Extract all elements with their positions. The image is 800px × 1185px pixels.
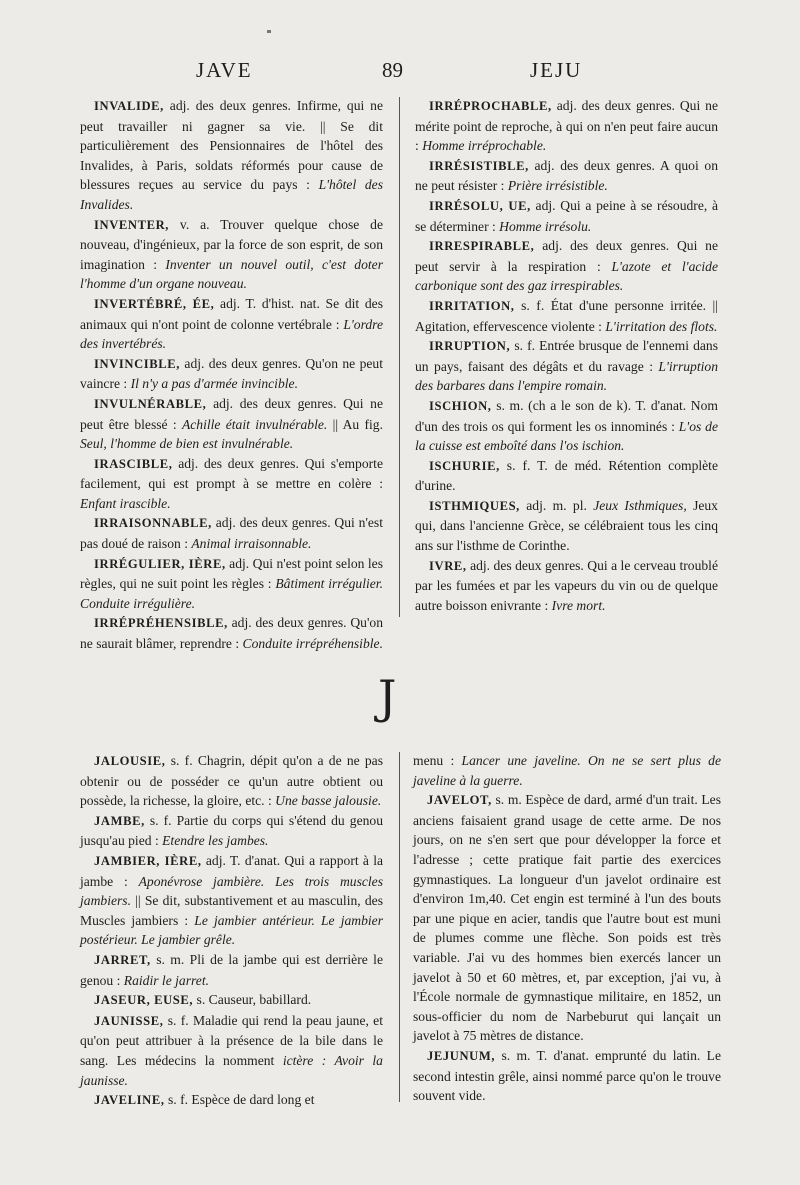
dictionary-entry	[413, 790, 721, 1046]
dictionary-entry	[80, 96, 383, 215]
entry-example: Jeux Isthmiques,	[593, 497, 687, 513]
entry-example: Conduite irrépréhensible.	[242, 636, 383, 652]
dictionary-entry	[415, 96, 718, 156]
entry-example: Etendre les jambes.	[162, 833, 269, 849]
entry-example: Lancer une javeline. On ne se sert plus de javeline à la guerre.	[413, 753, 721, 788]
dictionary-entry	[413, 1046, 721, 1106]
entry-definition: s. f. État d'une personne irritée. || Agitation, effervescence violente :	[415, 297, 718, 334]
entry-definition: Jeux qui, dans l'ancienne Grèce, se célébraient tous les cinq ans sur l'isthme de Corinthe.	[415, 497, 718, 554]
entry-term: INVINCIBLE,	[94, 356, 181, 371]
entry-example: Aponévrose jambière. Les trois muscles jambiers.	[80, 873, 384, 909]
entry-example: L'irruption des barbares dans l'empire romain.	[415, 358, 718, 394]
column-divider-top	[399, 97, 400, 617]
entry-definition: s. f. T. de méd. Rétention complète d'urine.	[415, 457, 718, 494]
dictionary-entry	[415, 196, 718, 236]
entry-definition: adj. T. d'anat. Qui a rapport à la jambe :	[80, 852, 384, 889]
entry-definition: adj. m. pl.	[519, 497, 594, 513]
entry-definition: adj. des deux genres. Qui ne peut être blessé :	[80, 395, 383, 432]
entry-example: L'azote et l'acide carbonique sont des gaz irrespirables.	[415, 258, 719, 294]
entry-example: ictère : Avoir la jaunisse.	[80, 1052, 383, 1088]
entry-term: ISCHURIE,	[429, 458, 500, 473]
running-head-left: JAVE	[196, 58, 253, 82]
entry-definition: adj. Qui n'est point selon les règles, qui ne suit point les règles :	[80, 555, 384, 592]
column-bottom-left	[80, 751, 383, 1111]
entry-example: Une basse jalousie.	[275, 793, 382, 809]
dictionary-entry	[413, 751, 721, 790]
entry-definition: s. m. T. d'anat. emprunté du latin. Le second intestin grêle, ainsi nommé parce qu'on le trouve souvent vide.	[413, 1047, 721, 1104]
dictionary-entry	[415, 336, 718, 396]
entry-term: ISTHMIQUES,	[429, 498, 520, 513]
dictionary-entry	[80, 1090, 383, 1111]
entry-term: JARRET,	[94, 952, 151, 967]
page-number: 89	[382, 58, 403, 82]
entry-term: JAVELOT,	[427, 793, 492, 808]
column-bottom-right	[413, 751, 721, 1106]
dictionary-entry	[80, 394, 383, 454]
entry-term: IVRE,	[429, 558, 467, 573]
entry-definition: s. m. Espèce de dard, armé d'un trait. Les anciens faisaient grand usage de cette arme. De nos jours, on ne s'en sert que pour développer la force et l'adresse ; cette pratique fait partie des exercices gymnastiques. La longueur d'un javelot ordinaire est d'environ 1m,40. Cet engin est terminé à l'un des bouts par une pique en acier, tandis que l'autre bout est muni de plumes comme une flèche. Son poids est très variable. J'ai vu des hommes bien exercés lancer un javelot à 50 et 60 mètres, et, par exception, j'ai vu, à l'École normale de gymnastique militaire, en 1852, un sous-officier du nom de Narbeburut qui lançait un javelot à 75 mètres de distance.	[413, 792, 721, 1044]
dictionary-entry	[80, 811, 383, 851]
entry-definition: || Se dit, substantivement et au masculin, des Muscles jambiers :	[80, 893, 383, 928]
entry-example: Achille était invulnérable.	[181, 416, 328, 432]
entry-example: Enfant irascible.	[80, 495, 171, 511]
entry-definition: adj. des deux genres. Infirme, qui ne peut travailler ni gagner sa vie. || Se dit particulièrement des Pensionnaires de l'hôtel des Invalides, à Paris, soldats réformés pour cause de blessures reçues au service du pays :	[80, 98, 383, 193]
entry-term: ISCHION,	[429, 398, 492, 413]
dictionary-entry	[80, 354, 383, 394]
entry-definition: s. f. Maladie qui rend la peau jaune, et qu'on peut attribuer à la présence de la bile dans le sang. Les médecins la nomment	[80, 1012, 383, 1068]
column-top-right	[415, 96, 718, 615]
entry-definition: menu :	[413, 753, 462, 768]
entry-term: JAVELINE,	[94, 1093, 165, 1108]
running-head-right: JEJU	[530, 58, 583, 82]
entry-term: JAMBE,	[94, 813, 145, 828]
dictionary-entry	[80, 613, 383, 653]
dictionary-entry	[415, 496, 718, 556]
entry-term: INVERTÉBRÉ, ÉE,	[94, 296, 215, 311]
entry-term: INVULNÉRABLE,	[94, 396, 207, 411]
section-letter: J	[378, 670, 397, 724]
entry-term: IRRÉGULIER, IÈRE,	[94, 556, 226, 571]
dictionary-entry	[80, 554, 383, 614]
entry-example: L'os de la cuisse est emboîté dans l'os ischion.	[415, 418, 718, 454]
entry-term: JAMBIER, IÈRE,	[94, 853, 202, 868]
entry-example: Prière irrésistible.	[507, 178, 608, 194]
entry-definition: s. f. Chagrin, dépit qu'on a de ne pas obtenir ou de posséder ce qu'un autre obtient ou possède, la richesse, la gloire, etc. :	[80, 753, 383, 809]
entry-term: IRRÉPROCHABLE,	[429, 99, 552, 113]
entry-definition: s. f. Espèce de dard long et	[164, 1092, 315, 1108]
entry-term: IRASCIBLE,	[94, 456, 173, 471]
entry-example: Animal irraisonnable.	[191, 536, 312, 552]
entry-example: Ivre mort.	[551, 597, 606, 613]
entry-term: IRRÉPRÉHENSIBLE,	[94, 616, 228, 631]
dictionary-entry	[415, 236, 718, 296]
dictionary-entry	[80, 454, 383, 514]
dictionary-entry	[415, 156, 718, 196]
dictionary-entry	[80, 851, 383, 950]
dictionary-entry	[80, 215, 383, 294]
entry-term: IRRUPTION,	[429, 339, 511, 354]
entry-example: L'irritation des flots.	[605, 318, 718, 334]
dictionary-entry	[80, 294, 383, 354]
entry-term: JALOUSIE,	[94, 754, 166, 768]
entry-example: L'hôtel des Invalides.	[80, 177, 383, 212]
entry-definition: || Au fig.	[327, 416, 383, 432]
entry-definition: s. m. (ch a le son de k). T. d'anat. Nom d'un des trois os qui forment les os innominés :	[415, 397, 718, 434]
dictionary-entry	[80, 990, 383, 1011]
running-head	[0, 58, 800, 88]
entry-definition: adj. T. d'hist. nat. Se dit des animaux qui n'ont point de colonne vertébrale :	[80, 295, 383, 332]
entry-definition: adj. des deux genres. Qu'on ne saurait blâmer, reprendre :	[80, 615, 383, 652]
entry-definition: adj. Qui a peine à se résoudre, à se déterminer :	[415, 197, 718, 234]
print-speck	[267, 30, 271, 33]
dictionary-entry	[415, 456, 718, 496]
entry-term: IRRITATION,	[429, 298, 515, 313]
entry-definition: adj. des deux genres. Qui ne mérite point de reproche, à qui on n'en peut faire aucun :	[415, 98, 718, 154]
entry-example: Homme irréprochable.	[422, 138, 547, 154]
entry-definition: adj. des deux genres. Qui n'est pas doué de raison :	[80, 515, 383, 552]
entry-example: Homme irrésolu.	[499, 218, 592, 234]
entry-definition: adj. des deux genres. Qui ne peut servir à la respiration :	[415, 238, 718, 274]
entry-example: Bâtiment irrégulier. Conduite irrégulière.	[80, 576, 383, 611]
column-divider-bottom	[399, 752, 400, 1102]
dictionary-entry	[415, 556, 718, 616]
entry-term: JEJUNUM,	[427, 1048, 496, 1063]
entry-definition: s. m. Pli de la jambe qui est derrière le genou :	[80, 951, 383, 988]
entry-example: Le jambier antérieur. Le jambier postérieur. Le jambier grêle.	[80, 912, 383, 948]
entry-term: IRRÉSOLU, UE,	[429, 198, 531, 213]
dictionary-entry	[415, 296, 718, 336]
entry-term: IRRESPIRABLE,	[429, 239, 535, 254]
entry-definition: s. f. Partie du corps qui s'étend du genou jusqu'au pied :	[80, 812, 383, 849]
entry-term: IRRÉSISTIBLE,	[429, 158, 529, 173]
dictionary-entry	[80, 950, 383, 990]
dictionary-entry	[80, 1011, 383, 1090]
entry-definition: v. a. Trouver quelque chose de nouveau, d'ingénieux, par la force de son esprit, de son imagination :	[80, 216, 383, 272]
entry-example: Raidir le jarret.	[123, 972, 210, 988]
entry-definition: adj. des deux genres. Qu'on ne peut vaincre :	[80, 355, 383, 392]
entry-term: JAUNISSE,	[94, 1013, 164, 1028]
entry-term: IRRAISONNABLE,	[94, 516, 212, 531]
entry-term: INVENTER,	[94, 217, 170, 232]
column-top-left	[80, 96, 383, 654]
entry-example: Il n'y a pas d'armée invincible.	[130, 376, 298, 392]
entry-definition: adj. des deux genres. Qui a le cerveau troublé par les fumées et par les vapeurs du vin ou de quelque autre boisson enivrante :	[415, 557, 718, 613]
entry-definition: adj. des deux genres. Qui s'emporte facilement, qui est prompt à se mettre en colère :	[80, 455, 383, 492]
dictionary-entry	[415, 396, 718, 456]
entry-definition: s. Causeur, babillard.	[193, 992, 312, 1008]
entry-example: Inventer un nouvel outil, c'est doter l'homme d'un organe nouveau.	[80, 256, 384, 292]
entry-example: L'ordre des invertébrés.	[80, 316, 383, 352]
entry-definition: adj. des deux genres. A quoi on ne peut résister :	[415, 157, 718, 194]
dictionary-entry	[80, 751, 383, 811]
entry-example: Seul, l'homme de bien est invulnérable.	[80, 436, 294, 452]
entry-definition: s. f. Entrée brusque de l'ennemi dans un pays, faisant des dégâts et du ravage :	[415, 338, 718, 374]
entry-term: JASEUR, EUSE,	[94, 993, 194, 1008]
entry-term: INVALIDE,	[94, 99, 164, 113]
dictionary-entry	[80, 513, 383, 553]
